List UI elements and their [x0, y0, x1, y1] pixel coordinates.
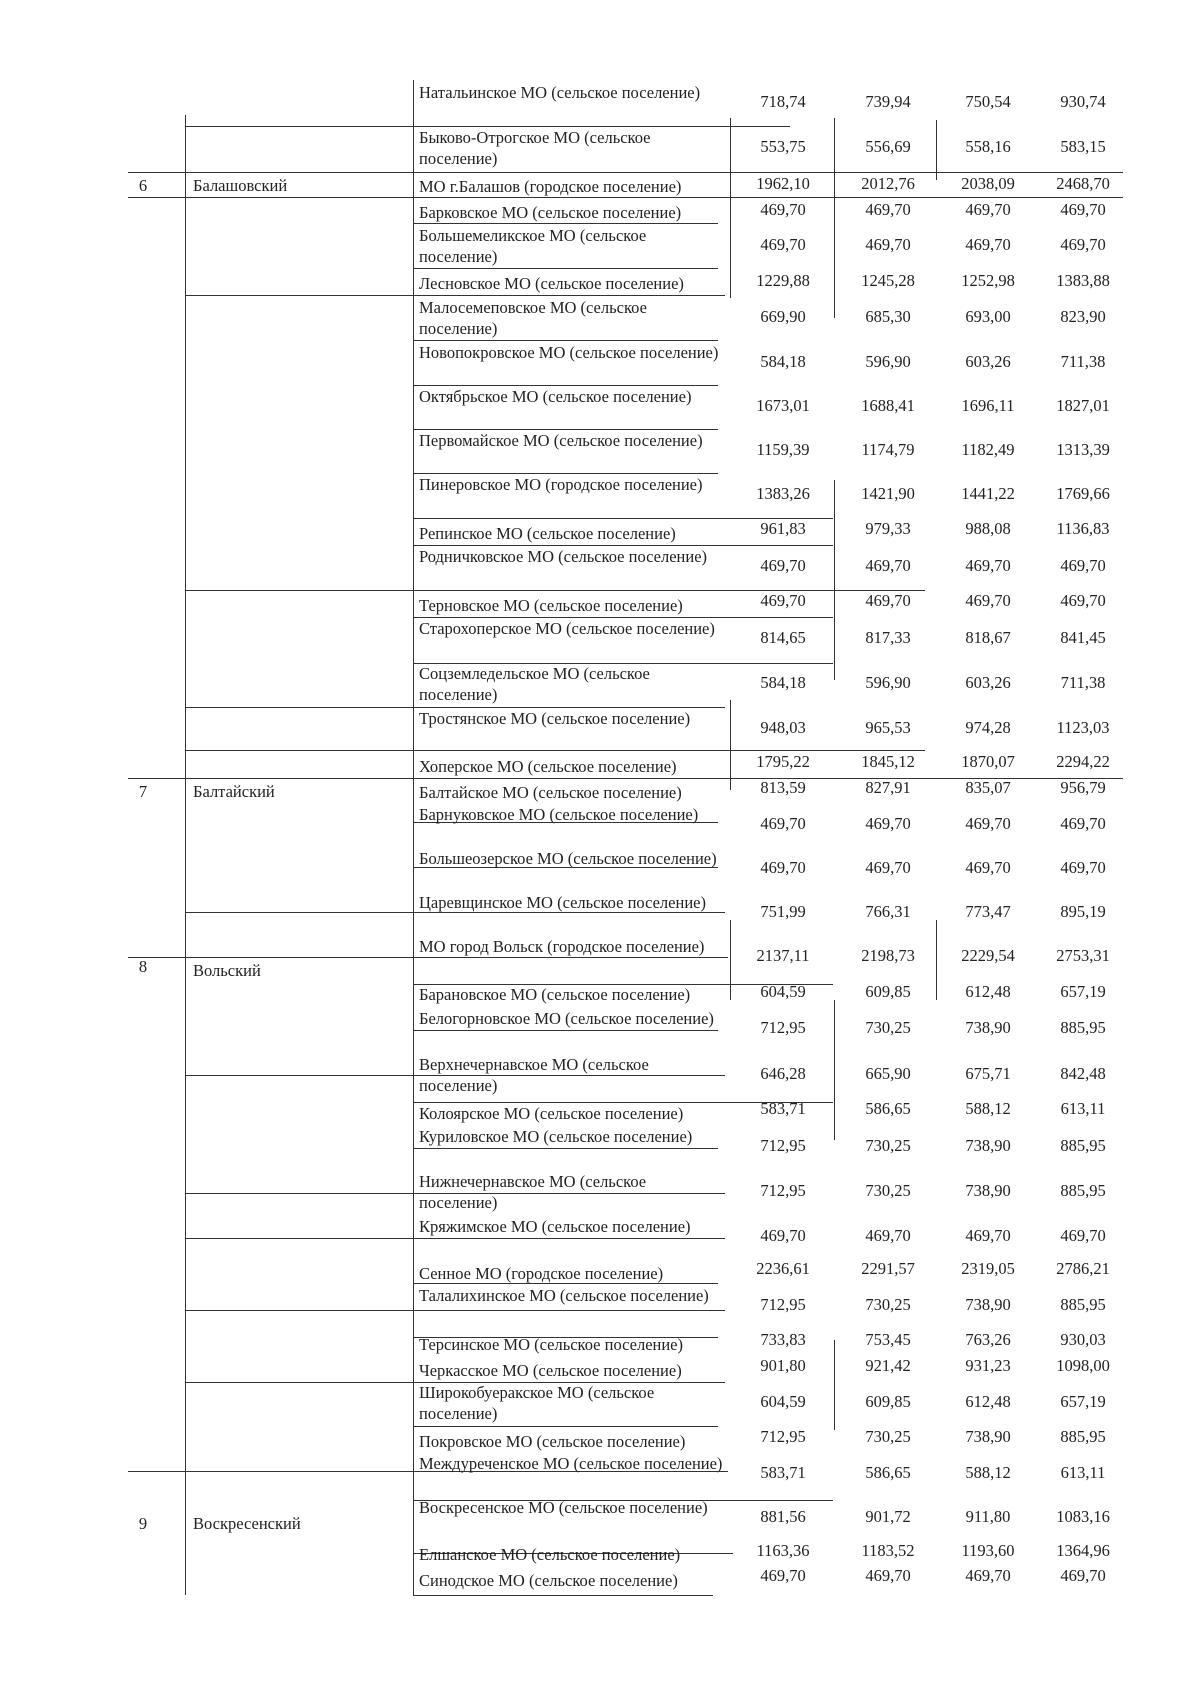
value-cell: 827,91 — [865, 778, 911, 797]
settlement-name: Воскресенское МО (сельское поселение) — [419, 1498, 708, 1517]
value-cell: 1795,22 — [756, 752, 810, 771]
value-cell: 2038,09 — [961, 174, 1015, 193]
settlement-name: Синодское МО (сельское поселение) — [419, 1571, 678, 1590]
value-cell: 469,70 — [965, 200, 1011, 219]
value-cell: 469,70 — [760, 1226, 806, 1245]
value-cell: 657,19 — [1060, 1392, 1106, 1411]
value-cell: 956,79 — [1060, 778, 1106, 797]
value-cell: 588,12 — [965, 1099, 1011, 1118]
row-rule — [185, 1238, 725, 1239]
value-cell: 841,45 — [1060, 628, 1106, 647]
column-rule — [834, 1340, 835, 1430]
value-cell: 712,95 — [760, 1018, 806, 1037]
settlement-name: Октябрьское МО (сельское поселение) — [419, 387, 692, 406]
column-rule — [185, 115, 186, 1555]
value-cell: 739,94 — [865, 92, 911, 111]
row-rule — [413, 1148, 718, 1149]
value-cell: 469,70 — [1060, 200, 1106, 219]
settlement-name: Широкобуеракское МО (сельское поселение) — [419, 1383, 655, 1423]
row-rule — [413, 1595, 713, 1596]
value-cell: 988,08 — [965, 519, 1011, 538]
value-cell: 693,00 — [965, 307, 1011, 326]
value-cell: 730,25 — [865, 1427, 911, 1446]
settlement-name: Пинеровское МО (городское поселение) — [419, 475, 703, 494]
value-cell: 2786,21 — [1056, 1259, 1110, 1278]
value-cell: 469,70 — [965, 814, 1011, 833]
column-rule — [185, 1555, 186, 1595]
value-cell: 1688,41 — [861, 396, 915, 415]
value-cell: 885,95 — [1060, 1136, 1106, 1155]
value-cell: 1870,07 — [961, 752, 1015, 771]
value-cell: 469,70 — [1060, 814, 1106, 833]
value-cell: 2012,76 — [861, 174, 915, 193]
value-cell: 1229,88 — [756, 271, 810, 290]
value-cell: 1083,16 — [1056, 1507, 1110, 1526]
settlement-name: Нижнечернавское МО (сельское поселение) — [419, 1172, 647, 1212]
value-cell: 2468,70 — [1056, 174, 1110, 193]
value-cell: 1313,39 — [1056, 440, 1110, 459]
value-cell: 711,38 — [1060, 352, 1106, 371]
settlement-name: Терсинское МО (сельское поселение) — [419, 1335, 683, 1354]
value-cell: 604,59 — [760, 982, 806, 1001]
settlement-name: Талалихинское МО (сельское поселение) — [419, 1286, 709, 1305]
settlement-name: Быково-Отрогское МО (сельское поселение) — [419, 128, 651, 168]
value-cell: 1421,90 — [861, 484, 915, 503]
settlement-name: Барнуковское МО (сельское поселение) — [419, 805, 699, 824]
value-cell: 556,69 — [865, 137, 911, 156]
value-cell: 603,26 — [965, 352, 1011, 371]
district-number: 6 — [138, 176, 148, 195]
value-cell: 469,70 — [865, 1566, 911, 1585]
row-rule — [413, 1426, 718, 1427]
value-cell: 657,19 — [1060, 982, 1106, 1001]
value-cell: 961,83 — [760, 519, 806, 538]
value-cell: 1174,79 — [861, 440, 915, 459]
value-cell: 584,18 — [760, 352, 806, 371]
row-rule — [185, 1310, 725, 1311]
row-rule — [413, 340, 718, 341]
value-cell: 469,70 — [760, 591, 806, 610]
settlement-name: Новопокровское МО (сельское поселение) — [419, 343, 719, 362]
value-cell: 469,70 — [760, 858, 806, 877]
value-cell: 885,95 — [1060, 1181, 1106, 1200]
settlement-name: Царевщинское МО (сельское поселение) — [419, 893, 706, 912]
value-cell: 881,56 — [760, 1507, 806, 1526]
value-cell: 712,95 — [760, 1295, 806, 1314]
value-cell: 750,54 — [965, 92, 1011, 111]
value-cell: 1252,98 — [961, 271, 1015, 290]
value-cell: 730,25 — [865, 1018, 911, 1037]
value-cell: 469,70 — [865, 1226, 911, 1245]
settlement-name: Тростянское МО (сельское поселение) — [419, 709, 691, 728]
settlement-name: Кряжимское МО (сельское поселение) — [419, 1217, 691, 1236]
value-cell: 730,25 — [865, 1181, 911, 1200]
district-number: 9 — [138, 1514, 148, 1533]
value-cell: 730,25 — [865, 1136, 911, 1155]
value-cell: 766,31 — [865, 902, 911, 921]
value-cell: 1383,26 — [756, 484, 810, 503]
value-cell: 558,16 — [965, 137, 1011, 156]
value-cell: 823,90 — [1060, 307, 1106, 326]
value-cell: 469,70 — [865, 200, 911, 219]
value-cell: 613,11 — [1060, 1463, 1106, 1482]
column-rule — [834, 1000, 835, 1140]
value-cell: 738,90 — [965, 1295, 1011, 1314]
value-cell: 733,83 — [760, 1330, 806, 1349]
value-cell: 901,80 — [760, 1356, 806, 1375]
row-rule — [413, 268, 718, 269]
value-cell: 1183,52 — [861, 1541, 915, 1560]
value-cell: 1163,36 — [756, 1541, 810, 1560]
value-cell: 965,53 — [865, 718, 911, 737]
settlement-name: Белогорновское МО (сельское поселение) — [419, 1009, 714, 1028]
settlement-name: Барковское МО (сельское поселение) — [419, 203, 682, 222]
value-cell: 2294,22 — [1056, 752, 1110, 771]
value-cell: 603,26 — [965, 673, 1011, 692]
value-cell: 1245,28 — [861, 271, 915, 290]
value-cell: 711,38 — [1060, 673, 1106, 692]
value-cell: 2291,57 — [861, 1259, 915, 1278]
column-rule — [936, 920, 937, 1000]
settlement-name: Малосемеповское МО (сельское поселение) — [419, 298, 647, 338]
value-cell: 613,11 — [1060, 1099, 1106, 1118]
settlement-name: Репинское МО (сельское поселение) — [419, 524, 676, 543]
value-cell: 1696,11 — [961, 396, 1015, 415]
settlement-name: Сенное МО (городское поселение) — [419, 1264, 664, 1283]
value-cell: 469,70 — [865, 858, 911, 877]
value-cell: 885,95 — [1060, 1295, 1106, 1314]
value-cell: 586,65 — [865, 1099, 911, 1118]
column-rule — [834, 480, 835, 680]
settlement-name: Барановское МО (сельское поселение) — [419, 985, 691, 1004]
value-cell: 885,95 — [1060, 1018, 1106, 1037]
value-cell: 738,90 — [965, 1427, 1011, 1446]
value-cell: 718,74 — [760, 92, 806, 111]
settlement-name: МО город Вольск (городское поселение) — [419, 937, 705, 956]
value-cell: 885,95 — [1060, 1427, 1106, 1446]
value-cell: 921,42 — [865, 1356, 911, 1375]
district-name: Вольский — [193, 961, 261, 980]
value-cell: 1123,03 — [1056, 718, 1110, 737]
settlement-name: Верхнечернавское МО (сельское поселение) — [419, 1055, 649, 1095]
column-rule — [936, 120, 937, 180]
value-cell: 469,70 — [865, 235, 911, 254]
value-cell: 609,85 — [865, 1392, 911, 1411]
value-cell: 469,70 — [1060, 1566, 1106, 1585]
value-cell: 835,07 — [965, 778, 1011, 797]
value-cell: 669,90 — [760, 307, 806, 326]
settlement-name: Междуреченское МО (сельское поселение) — [419, 1454, 723, 1473]
value-cell: 469,70 — [1060, 1226, 1106, 1245]
value-cell: 469,70 — [965, 1566, 1011, 1585]
value-cell: 753,45 — [865, 1330, 911, 1349]
value-cell: 813,59 — [760, 778, 806, 797]
value-cell: 609,85 — [865, 982, 911, 1001]
value-cell: 469,70 — [1060, 858, 1106, 877]
value-cell: 469,70 — [865, 591, 911, 610]
column-rule — [730, 118, 731, 298]
value-cell: 730,25 — [865, 1295, 911, 1314]
value-cell: 1827,01 — [1056, 396, 1110, 415]
value-cell: 1962,10 — [756, 174, 810, 193]
value-cell: 842,48 — [1060, 1064, 1106, 1083]
settlement-name: Первомайское МО (сельское поселение) — [419, 431, 703, 450]
value-cell: 469,70 — [1060, 556, 1106, 575]
value-cell: 763,26 — [965, 1330, 1011, 1349]
value-cell: 675,71 — [965, 1064, 1011, 1083]
value-cell: 712,95 — [760, 1181, 806, 1200]
value-cell: 553,75 — [760, 137, 806, 156]
column-rule — [730, 700, 731, 790]
value-cell: 469,70 — [760, 1566, 806, 1585]
value-cell: 948,03 — [760, 718, 806, 737]
value-cell: 773,47 — [965, 902, 1011, 921]
settlement-name: МО г.Балашов (городское поселение) — [419, 177, 682, 196]
column-rule — [413, 1555, 414, 1595]
value-cell: 596,90 — [865, 673, 911, 692]
value-cell: 814,65 — [760, 628, 806, 647]
value-cell: 712,95 — [760, 1136, 806, 1155]
settlement-name: Балтайское МО (сельское поселение) — [419, 783, 682, 802]
value-cell: 1098,00 — [1056, 1356, 1110, 1375]
settlement-name: Черкасское МО (сельское поселение) — [419, 1361, 682, 1380]
value-cell: 2137,11 — [756, 946, 810, 965]
settlement-name: Соцземледельское МО (сельское поселение) — [419, 664, 650, 704]
value-cell: 2753,31 — [1056, 946, 1110, 965]
settlement-name: Натальинское МО (сельское поселение) — [419, 83, 701, 102]
value-cell: 469,70 — [965, 556, 1011, 575]
value-cell: 469,70 — [865, 556, 911, 575]
value-cell: 1441,22 — [961, 484, 1015, 503]
value-cell: 584,18 — [760, 673, 806, 692]
settlement-name: Покровское МО (сельское поселение) — [419, 1432, 686, 1451]
settlement-name: Большеозерское МО (сельское поселение) — [419, 849, 717, 868]
district-name: Воскресенский — [193, 1514, 301, 1533]
value-cell: 1159,39 — [756, 440, 810, 459]
value-cell: 588,12 — [965, 1463, 1011, 1482]
row-rule — [128, 957, 728, 958]
value-cell: 901,72 — [865, 1507, 911, 1526]
value-cell: 1673,01 — [756, 396, 810, 415]
value-cell: 469,70 — [965, 1226, 1011, 1245]
value-cell: 469,70 — [760, 200, 806, 219]
value-cell: 469,70 — [760, 814, 806, 833]
district-name: Балтайский — [193, 782, 275, 801]
row-rule — [413, 223, 718, 224]
settlement-name: Лесновское МО (сельское поселение) — [419, 274, 684, 293]
value-cell: 2198,73 — [861, 946, 915, 965]
value-cell: 586,65 — [865, 1463, 911, 1482]
district-name: Балашовский — [193, 176, 288, 195]
row-rule — [128, 172, 1123, 173]
value-cell: 2236,61 — [756, 1259, 810, 1278]
value-cell: 1383,88 — [1056, 271, 1110, 290]
value-cell: 974,28 — [965, 718, 1011, 737]
settlement-name: Терновское МО (сельское поселение) — [419, 596, 683, 615]
value-cell: 469,70 — [760, 235, 806, 254]
value-cell: 604,59 — [760, 1392, 806, 1411]
value-cell: 646,28 — [760, 1064, 806, 1083]
settlement-name: Большемеликское МО (сельское поселение) — [419, 226, 647, 266]
value-cell: 612,48 — [965, 982, 1011, 1001]
value-cell: 469,70 — [760, 556, 806, 575]
value-cell: 2319,05 — [961, 1259, 1015, 1278]
value-cell: 612,48 — [965, 1392, 1011, 1411]
row-rule — [185, 295, 725, 296]
row-rule — [128, 197, 1123, 198]
column-rule — [834, 118, 835, 318]
value-cell: 685,30 — [865, 307, 911, 326]
column-rule — [730, 920, 731, 1000]
value-cell: 583,71 — [760, 1099, 806, 1118]
value-cell: 931,23 — [965, 1356, 1011, 1375]
value-cell: 469,70 — [965, 235, 1011, 254]
value-cell: 583,15 — [1060, 137, 1106, 156]
value-cell: 596,90 — [865, 352, 911, 371]
value-cell: 469,70 — [965, 591, 1011, 610]
value-cell: 1769,66 — [1056, 484, 1110, 503]
value-cell: 895,19 — [1060, 902, 1106, 921]
value-cell: 469,70 — [865, 814, 911, 833]
column-rule — [413, 80, 414, 1555]
value-cell: 583,71 — [760, 1463, 806, 1482]
value-cell: 712,95 — [760, 1427, 806, 1446]
district-number: 7 — [138, 782, 148, 801]
value-cell: 2229,54 — [961, 946, 1015, 965]
value-cell: 751,99 — [760, 902, 806, 921]
value-cell: 469,70 — [1060, 235, 1106, 254]
settlement-name: Колоярское МО (сельское поселение) — [419, 1104, 684, 1123]
row-rule — [413, 1030, 718, 1031]
settlement-name: Родничковское МО (сельское поселение) — [419, 547, 708, 566]
value-cell: 469,70 — [1060, 591, 1106, 610]
value-cell: 665,90 — [865, 1064, 911, 1083]
value-cell: 911,80 — [965, 1507, 1011, 1526]
row-rule — [185, 750, 925, 751]
value-cell: 817,33 — [865, 628, 911, 647]
value-cell: 1193,60 — [961, 1541, 1015, 1560]
value-cell: 1364,96 — [1056, 1541, 1110, 1560]
value-cell: 469,70 — [965, 858, 1011, 877]
value-cell: 818,67 — [965, 628, 1011, 647]
settlement-name: Куриловское МО (сельское поселение) — [419, 1127, 693, 1146]
value-cell: 930,03 — [1060, 1330, 1106, 1349]
value-cell: 738,90 — [965, 1136, 1011, 1155]
value-cell: 1182,49 — [961, 440, 1015, 459]
value-cell: 1845,12 — [861, 752, 915, 771]
district-number: 8 — [138, 957, 148, 976]
value-cell: 738,90 — [965, 1018, 1011, 1037]
settlement-name: Хоперское МО (сельское поселение) — [419, 757, 677, 776]
value-cell: 979,33 — [865, 519, 911, 538]
settlement-name: Старохоперское МО (сельское поселение) — [419, 619, 715, 638]
settlement-name: Елшанское МО (сельское поселение) — [419, 1545, 681, 1564]
value-cell: 738,90 — [965, 1181, 1011, 1200]
value-cell: 930,74 — [1060, 92, 1106, 111]
value-cell: 1136,83 — [1056, 519, 1110, 538]
